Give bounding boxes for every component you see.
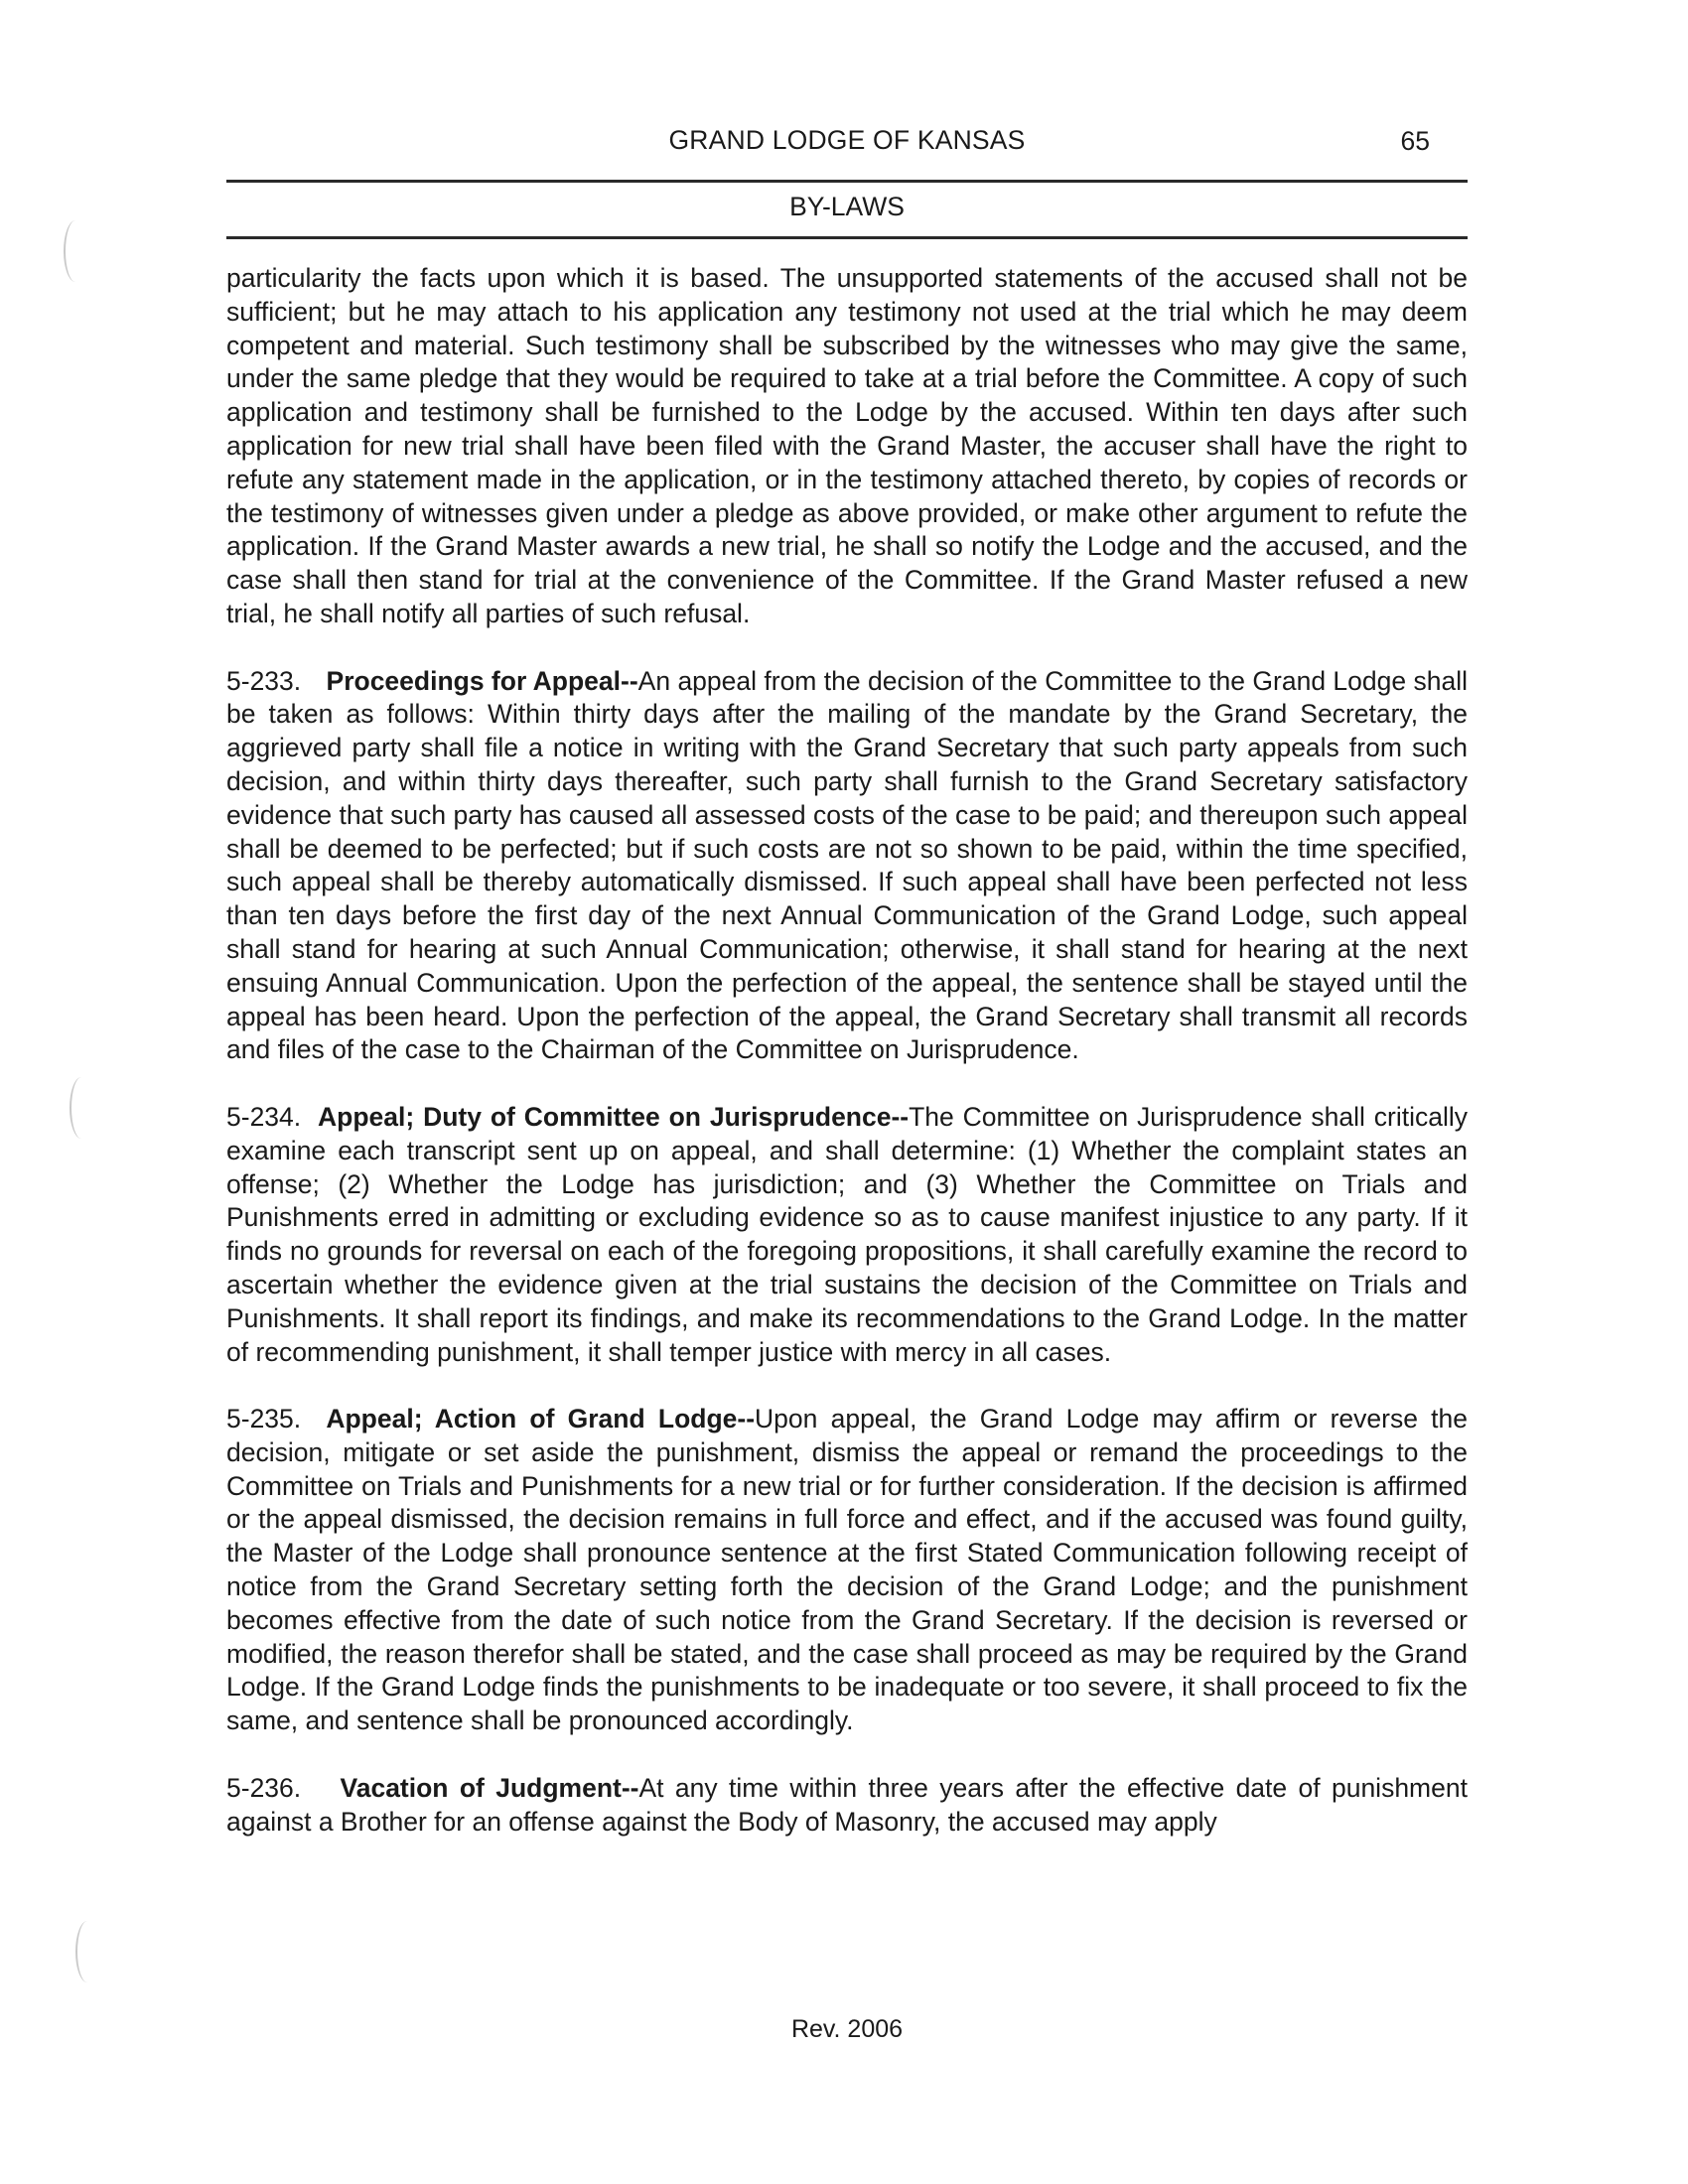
- binder-hole-mark: [75, 1921, 99, 1982]
- section-number: 5-233.: [226, 665, 302, 696]
- section-5-233: [226, 665, 1468, 1068]
- section-title: Appeal; Action of Grand Lodge--: [326, 1404, 756, 1434]
- section-5-235: [226, 1403, 1468, 1738]
- section-number: 5-234.: [226, 1101, 302, 1132]
- section-text: At any time within three years after the effective date of punishment against a Brother for an offense against the Body of Masonry, the accused may apply: [226, 1772, 1468, 1837]
- page-header-title: GRAND LODGE OF KANSAS: [668, 125, 1026, 155]
- section-title: Vacation of Judgment--: [340, 1772, 639, 1803]
- header-rule-bottom: [226, 236, 1468, 239]
- revision-footer: Rev. 2006: [790, 2015, 904, 2043]
- header-rule-top: [226, 180, 1468, 183]
- continuation-paragraph: particularity the facts upon which it is based. The unsupported statements of the accused shall not be sufficient; but he may attach to his application any testimony not used at the trial which he may deem competent and material. Such testimony shall be subscribed by the witnesses who may give the same, under the same pledge that they would be required to take at a trial before the Committee. A copy of such application and testimony shall be furnished to the Lodge by the accused. Within ten days after such application for new trial shall have been filed with the Grand Master, the accuser shall have the right to refute any statement made in the application, or in the testimony attached thereto, by copies of records or the testimony of witnesses given under a pledge as above provided, or make other argument to refute the application. If the Grand Master awards a new trial, he shall so notify the Lodge and the accused, and the case shall then stand for trial at the convenience of the Committee. If the Grand Master refused a new trial, he shall notify all parties of such refusal.: [226, 263, 1468, 628]
- section-text: The Committee on Jurisprudence shall critically examine each transcript sent up on appeal, and shall determine: (1) Whether the complaint states an offense; (2) Whether the Lodge has jurisdiction; and (3) Whether the Committee on Trials and Punishments erred in admitting or excluding evidence so as to cause manifest injustice to any party. If it finds no grounds for reversal on each of the foregoing propositions, it shall carefully examine the record to ascertain whether the evidence given at the trial sustains the decision of the Committee on Trials and Punishments. It shall report its findings, and make its recommendations to the Grand Lodge. In the matter of recommending punishment, it shall temper justice with mercy in all cases.: [226, 1101, 1468, 1367]
- binder-hole-mark: [64, 220, 87, 282]
- document-body: [226, 262, 1468, 1839]
- binder-hole-mark: [70, 1077, 93, 1139]
- page-number: 65: [1400, 126, 1430, 156]
- section-text: Upon appeal, the Grand Lodge may affirm or reverse the decision, mitigate or set aside the punishment, dismiss the appeal or remand the proceedings to the Committee on Trials and Punishments for a new trial or for further consideration. If the decision is affirmed or the appeal dismissed, the decision remains in full force and effect, and if the accused was found guilty, the Master of the Lodge shall pronounce sentence at the first Stated Communication following receipt of notice from the Grand Secretary setting forth the decision of the Grand Lodge; and the punishment becomes effective from the date of such notice from the Grand Secretary. If the decision is reversed or modified, the reason therefor shall be stated, and the case shall proceed as may be required by the Grand Lodge. If the Grand Lodge finds the punishments to be inadequate or too severe, it shall proceed to fix the same, and sentence shall be pronounced accordingly.: [226, 1404, 1468, 1736]
- section-title: Appeal; Duty of Committee on Jurisprudence--: [318, 1101, 910, 1132]
- section-text: An appeal from the decision of the Committee to the Grand Lodge shall be taken as follows: Within thirty days after the mailing of the mandate by the Grand Secretary, the aggrieved party shall file a notice in writing with the Grand Secretary that such party appeals from such decision, and within thirty days thereafter, such party shall furnish to the Grand Secretary satisfactory evidence that such party has caused all assessed costs of the case to be paid; and thereupon such appeal shall be deemed to be perfected; but if such costs are not so shown to be paid, within the time specified, such appeal shall be thereby automatically dismissed. If such appeal shall have been perfected not less than ten days before the first day of the next Annual Communication of the Grand Lodge, such appeal shall stand for hearing at such Annual Communication; otherwise, it shall stand for hearing at the next ensuing Annual Communication. Upon the perfection of the appeal, the sentence shall be stayed until the appeal has been heard. Upon the perfection of the appeal, the Grand Secretary shall transmit all records and files of the case to the Chairman of the Committee on Jurisprudence.: [226, 665, 1468, 1065]
- section-5-236: [226, 1772, 1468, 1840]
- section-number: 5-236.: [226, 1772, 302, 1803]
- page-subheader: BY-LAWS: [789, 192, 905, 221]
- section-number: 5-235.: [226, 1404, 302, 1434]
- section-5-234: [226, 1101, 1468, 1369]
- section-title: Proceedings for Appeal--: [326, 665, 638, 696]
